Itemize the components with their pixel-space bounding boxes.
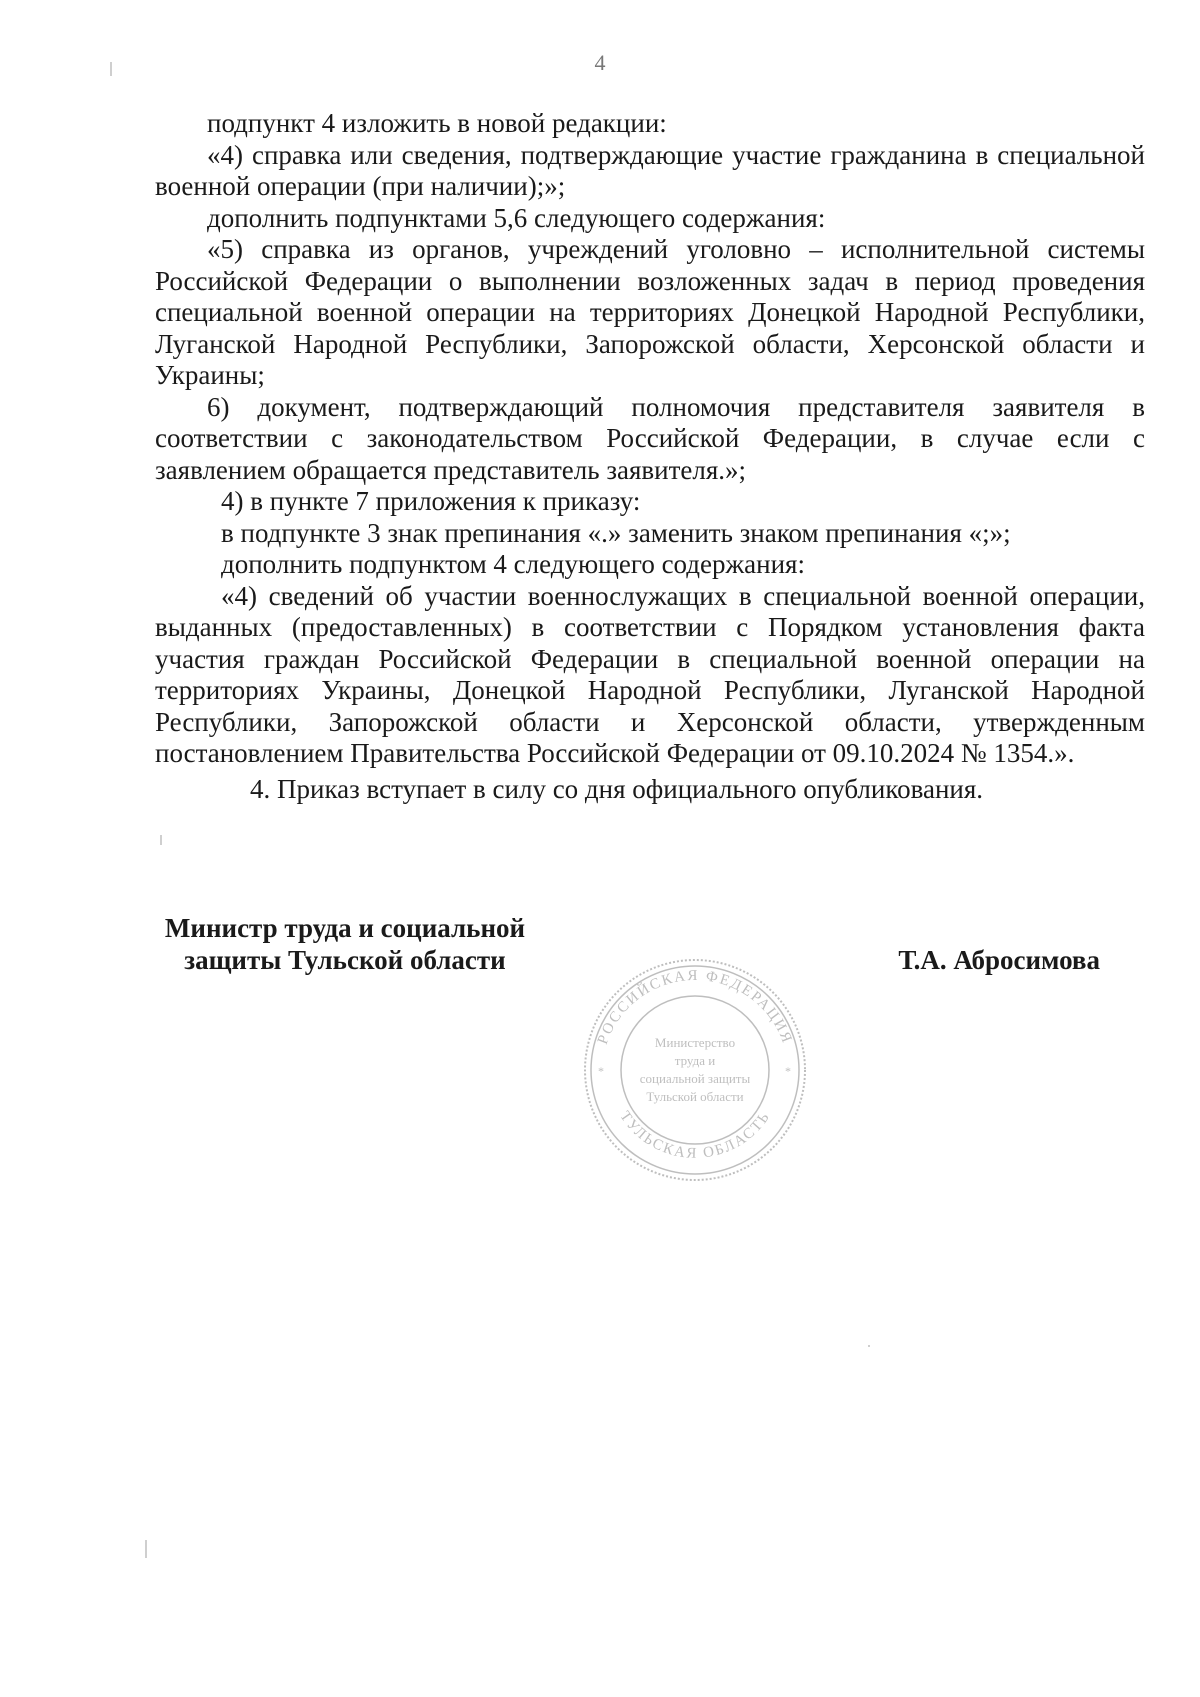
seal-text-line: Министерство: [654, 1035, 736, 1050]
signatory-position: [155, 912, 535, 976]
signatory-name: Т.А. Абросимова: [898, 945, 1100, 975]
seal-outer-text-top: РОССИЙСКАЯ ФЕДЕРАЦИЯ: [594, 967, 796, 1047]
paragraph: подпункт 4 изложить в новой редакции:: [207, 108, 667, 138]
page-number: 4: [594, 50, 606, 75]
scan-artifact: [145, 1540, 147, 1558]
paragraph: 4) в пункте 7 приложения к приказу:: [221, 486, 641, 516]
document-body: [155, 108, 1145, 805]
paragraph: «4) сведений об участии военнослужащих в специальной военной операции, выданных (предоставленных) в соответствии с Порядком установления факта участия граждан Российской Федерации в специальной военной операции на территориях Украины, Донецкой Народной Республики, Луганской Народной Республики, Запорожской области и Херсонской области, утвержденным постановлением Правительства Российской Федерации от 09.10.2024 № 1354.».: [155, 580, 1145, 768]
seal-text-line: Тульской области: [646, 1089, 744, 1104]
paragraph: дополнить подпунктами 5,6 следующего содержания:: [207, 202, 826, 233]
signatory-position-line: Министр труда и социальной: [164, 913, 526, 943]
signatory-position-line: защиты Тульской области: [184, 945, 506, 975]
paragraph: «4) справка или сведения, подтверждающие участие гражданина в специальной военной операции (при наличии);»;: [155, 139, 1145, 201]
seal-outer-text-bottom: ТУЛЬСКАЯ ОБЛАСТЬ: [616, 1108, 774, 1162]
paragraph: дополнить подпунктом 4 следующего содержания:: [221, 549, 805, 579]
paragraph: в подпункте 3 знак препинания «.» заменить знаком препинания «;»;: [221, 517, 1011, 548]
seal-inner-ring: [621, 996, 769, 1144]
scan-artifact: [160, 835, 162, 845]
scan-artifact: [110, 62, 112, 76]
official-seal: [580, 955, 810, 1185]
seal-star: *: [598, 1064, 604, 1078]
seal-text-line: труда и: [674, 1053, 716, 1068]
seal-text-line: социальной защиты: [639, 1071, 751, 1086]
paragraph: 4. Приказ вступает в силу со дня официального опубликования.: [250, 773, 984, 804]
scan-artifact: [868, 1345, 870, 1347]
seal-star: *: [785, 1064, 791, 1078]
paragraph: 6) документ, подтверждающий полномочия представителя заявителя в соответствии с законодательством Российской Федерации, в случае если с заявлением обращается представитель заявителя.»;: [155, 391, 1145, 485]
paragraph: «5) справка из органов, учреждений уголовно – исполнительной системы Российской Федерации о выполнении возложенных задач в период проведения специальной военной операции на территориях Донецкой Народной Республики, Луганской Народной Республики, Запорожской области, Херсонской области и Украины;: [155, 234, 1145, 390]
